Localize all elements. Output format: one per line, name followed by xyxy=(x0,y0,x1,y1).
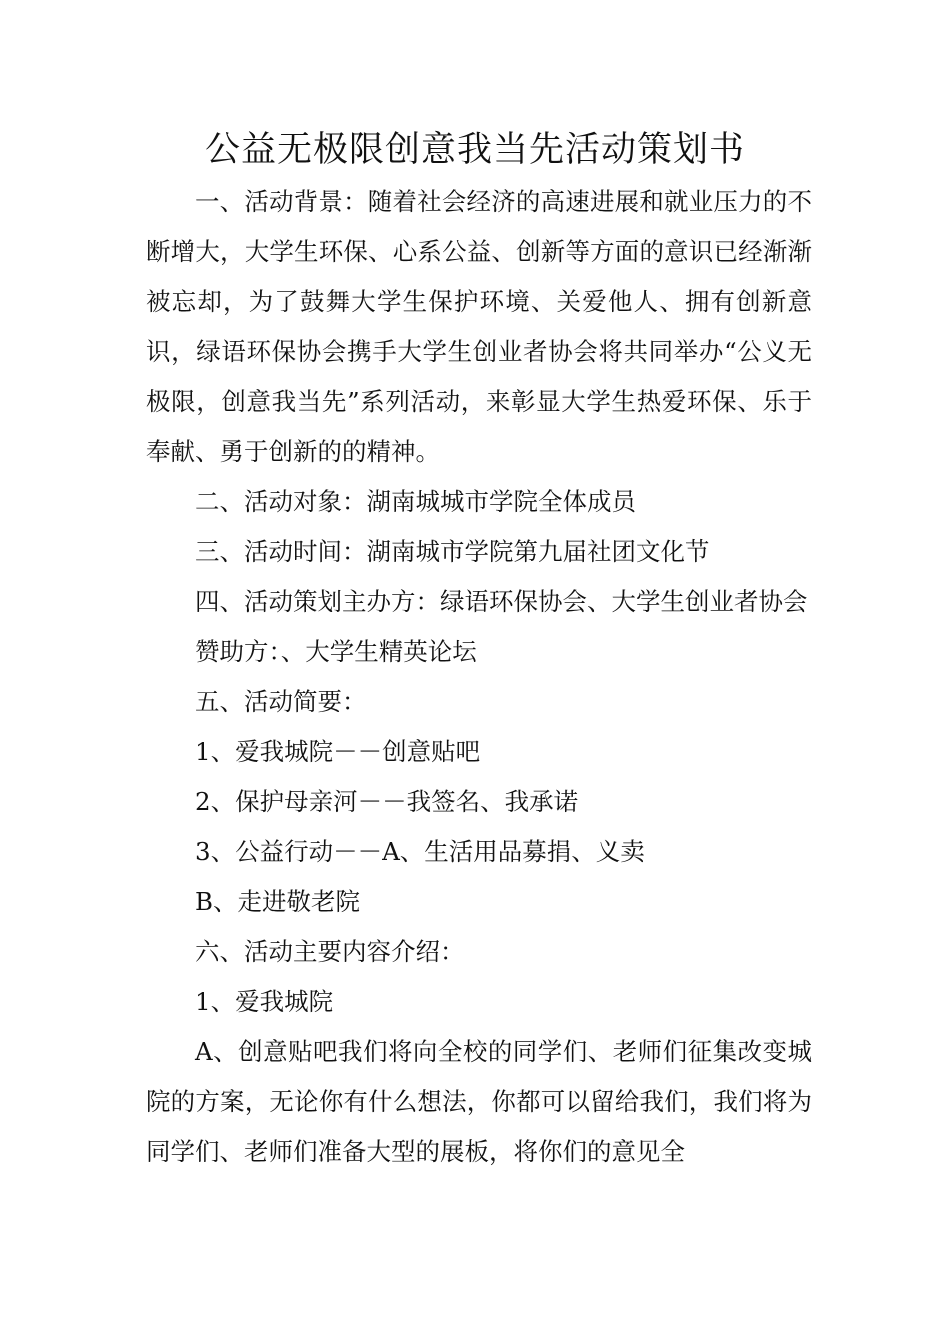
paragraph-summary-item-2: 2、保护母亲河－－我签名、我承诺 xyxy=(195,787,579,816)
paragraph-target: 二、活动对象：湖南城城市学院全体成员 xyxy=(195,487,636,516)
paragraph-content-heading: 六、活动主要内容介绍： xyxy=(195,937,465,966)
paragraph-sponsor: 赞助方：、大学生精英论坛 xyxy=(195,637,477,666)
paragraph-summary-item-3b: B、走进敬老院 xyxy=(195,887,361,916)
paragraph-content-item-1a: A、创意贴吧我们将向全校的同学们、老师们征集改变城院的方案，无论你有什么想法，你都可以留给我们，我们将为同学们、老师们准备大型的展板，将你们的意见全 xyxy=(146,1037,812,1166)
document-title: 公益无极限创意我当先活动策划书 xyxy=(204,130,745,170)
paragraph-summary-item-3: 3、公益行动－－A、生活用品募捐、义卖 xyxy=(195,837,645,866)
document-body xyxy=(146,177,812,1177)
paragraph-summary-item-1: 1、爱我城院－－创意贴吧 xyxy=(195,737,481,766)
paragraph-time: 三、活动时间：湖南城市学院第九届社团文化节 xyxy=(195,537,710,566)
paragraph-summary-heading: 五、活动简要： xyxy=(195,687,367,716)
paragraph-background: 一、活动背景：随着社会经济的高速进展和就业压力的不断增大，大学生环保、心系公益、创新等方面的意识已经渐渐被忘却，为了鼓舞大学生保护环境、关爱他人、拥有创新意识，绿语环保协会携手大学生创业者协会将共同举办“公义无极限，创意我当先”系列活动，来彰显大学生热爱环保、乐于奉献、勇于创新的的精神。 xyxy=(146,187,812,466)
paragraph-content-item-1: 1、爱我城院 xyxy=(195,987,334,1016)
paragraph-organizer: 四、活动策划主办方：绿语环保协会、大学生创业者协会 xyxy=(195,587,808,616)
